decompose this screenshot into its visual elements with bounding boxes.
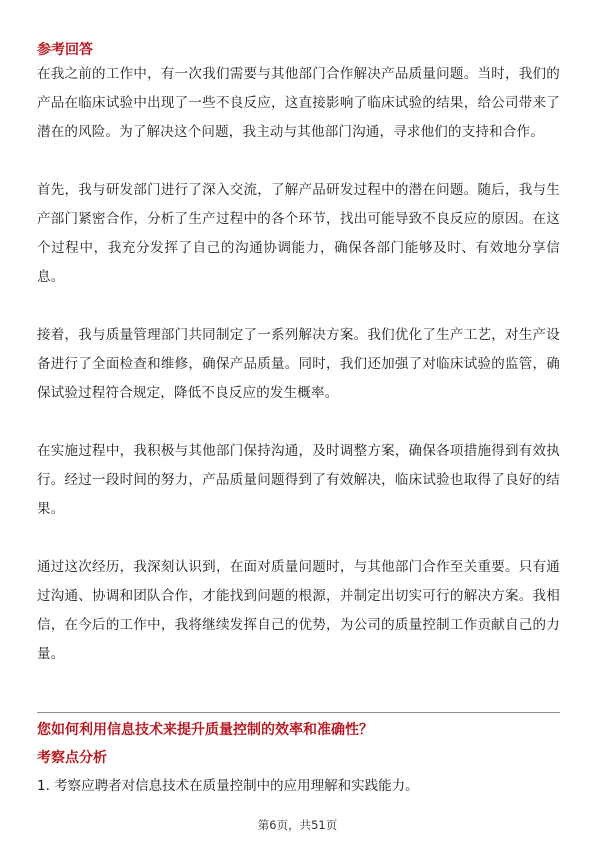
analysis-heading: 考察点分析: [37, 750, 107, 766]
answer-heading: 参考回答: [37, 42, 93, 58]
answer-paragraph-4: 在实施过程中，我积极与其他部门保持沟通，及时调整方案，确保各项措施得到有效执行。经过一段时间的努力，产品质量问题得到了有效解决，临床试验也取得了良好的结果。: [37, 443, 560, 517]
question-title: 您如何利用信息技术来提升质量控制的效率和准确性？: [37, 722, 373, 738]
analysis-item-1: 1. 考察应聘者对信息技术在质量控制中的应用理解和实践能力。: [37, 778, 419, 794]
answer-paragraph-2: 首先，我与研发部门进行了深入交流，了解产品研发过程中的潜在问题。随后，我与生产部门紧密合作，分析了生产过程中的各个环节，找出可能导致不良反应的原因。在这个过程中，我充分发挥了自己的沟通协调能力，确保各部门能够及时、有效地分享信息。: [37, 182, 560, 285]
answer-section: [37, 40, 560, 669]
answer-paragraph-1: 在我之前的工作中，有一次我们需要与其他部门合作解决产品质量问题。当时，我们的产品在临床试验中出现了一些不良反应，这直接影响了临床试验的结果，给公司带来了潜在的风险。为了解决这个问题，我主动与其他部门沟通，寻求他们的支持和合作。: [37, 66, 560, 140]
section-divider: [37, 712, 560, 713]
page-footer: 第6页，共51页: [257, 818, 338, 832]
answer-paragraph-3: 接着，我与质量管理部门共同制定了一系列解决方案。我们优化了生产工艺，对生产设备进行了全面检查和维修，确保产品质量。同时，我们还加强了对临床试验的监管，确保试验过程符合规定，降低不良反应的发生概率。: [37, 327, 560, 401]
answer-paragraph-5: 通过这次经历，我深刻认识到，在面对质量问题时，与其他部门合作至关重要。只有通过沟通、协调和团队合作，才能找到问题的根源，并制定出切实可行的解决方案。我相信，在今后的工作中，我将继续发挥自己的优势，为公司的质量控制工作贡献自己的力量。: [37, 559, 560, 662]
